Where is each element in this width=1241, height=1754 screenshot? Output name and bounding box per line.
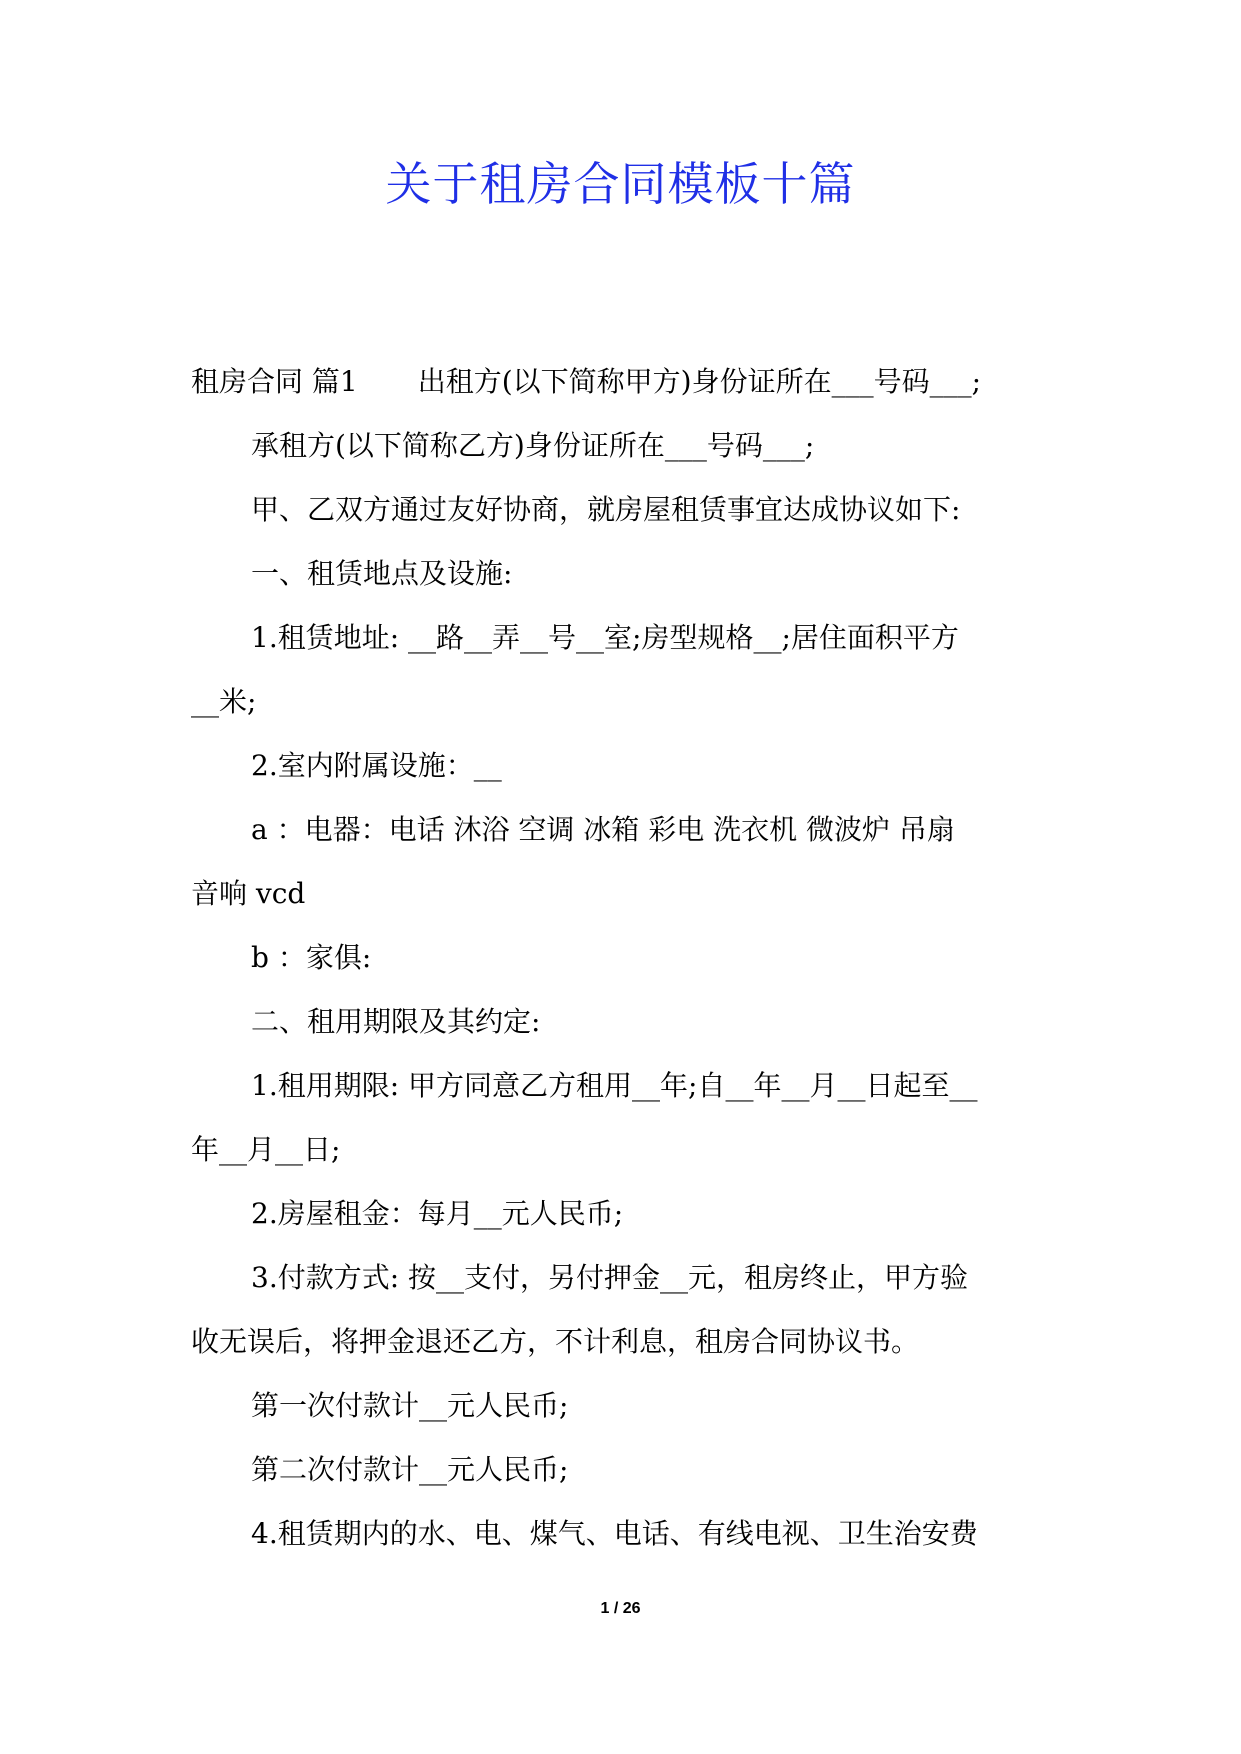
- paragraph-line: [191, 350, 1051, 414]
- paragraph-line: 第一次付款计__元人民币;: [251, 1389, 569, 1422]
- paragraph-line: 年__月__日;: [191, 1133, 341, 1166]
- page-title: 关于租房合同模板十篇: [385, 157, 856, 211]
- page-number: 1 / 26: [600, 1600, 641, 1617]
- paragraph-line: 一、租赁地点及设施:: [251, 557, 513, 590]
- paragraph-line: 二、租用期限及其约定:: [251, 1005, 541, 1038]
- paragraph-line: 收无误后，将押金退还乙方，不计利息，租房合同协议书。: [191, 1325, 920, 1358]
- paragraph-line: 3.付款方式: 按__支付，另付押金__元，租房终止，甲方验: [251, 1261, 969, 1294]
- paragraph-line: 4.租赁期内的水、电、煤气、电话、有线电视、卫生治安费: [251, 1517, 978, 1550]
- paragraph-line: 1.租用期限: 甲方同意乙方租用__年;自__年__月__日起至__: [251, 1069, 978, 1102]
- paragraph-line: 甲、乙双方通过友好协商，就房屋租赁事宜达成协议如下:: [251, 493, 961, 526]
- paragraph-line: 2.室内附属设施：__: [251, 749, 502, 782]
- paragraph-line: 音响 vcd: [191, 877, 306, 910]
- document-body: [191, 350, 1051, 1566]
- paragraph-text: 出租方(以下简称甲方)身份证所在___号码___;: [417, 365, 982, 398]
- paragraph-line: b ：家俱:: [251, 941, 372, 974]
- section-heading: 租房合同 篇1: [191, 365, 358, 398]
- paragraph-line: 承租方(以下简称乙方)身份证所在___号码___;: [251, 429, 815, 462]
- paragraph-line: 1.租赁地址: __路__弄__号__室;房型规格__;居住面积平方: [251, 621, 959, 654]
- paragraph-line: 第二次付款计__元人民币;: [251, 1453, 569, 1486]
- paragraph-line: a ：电器：电话 沐浴 空调 冰箱 彩电 洗衣机 微波炉 吊扇: [251, 813, 955, 846]
- paragraph-line: __米;: [191, 685, 257, 718]
- paragraph-line: 2.房屋租金：每月__元人民币;: [251, 1197, 624, 1230]
